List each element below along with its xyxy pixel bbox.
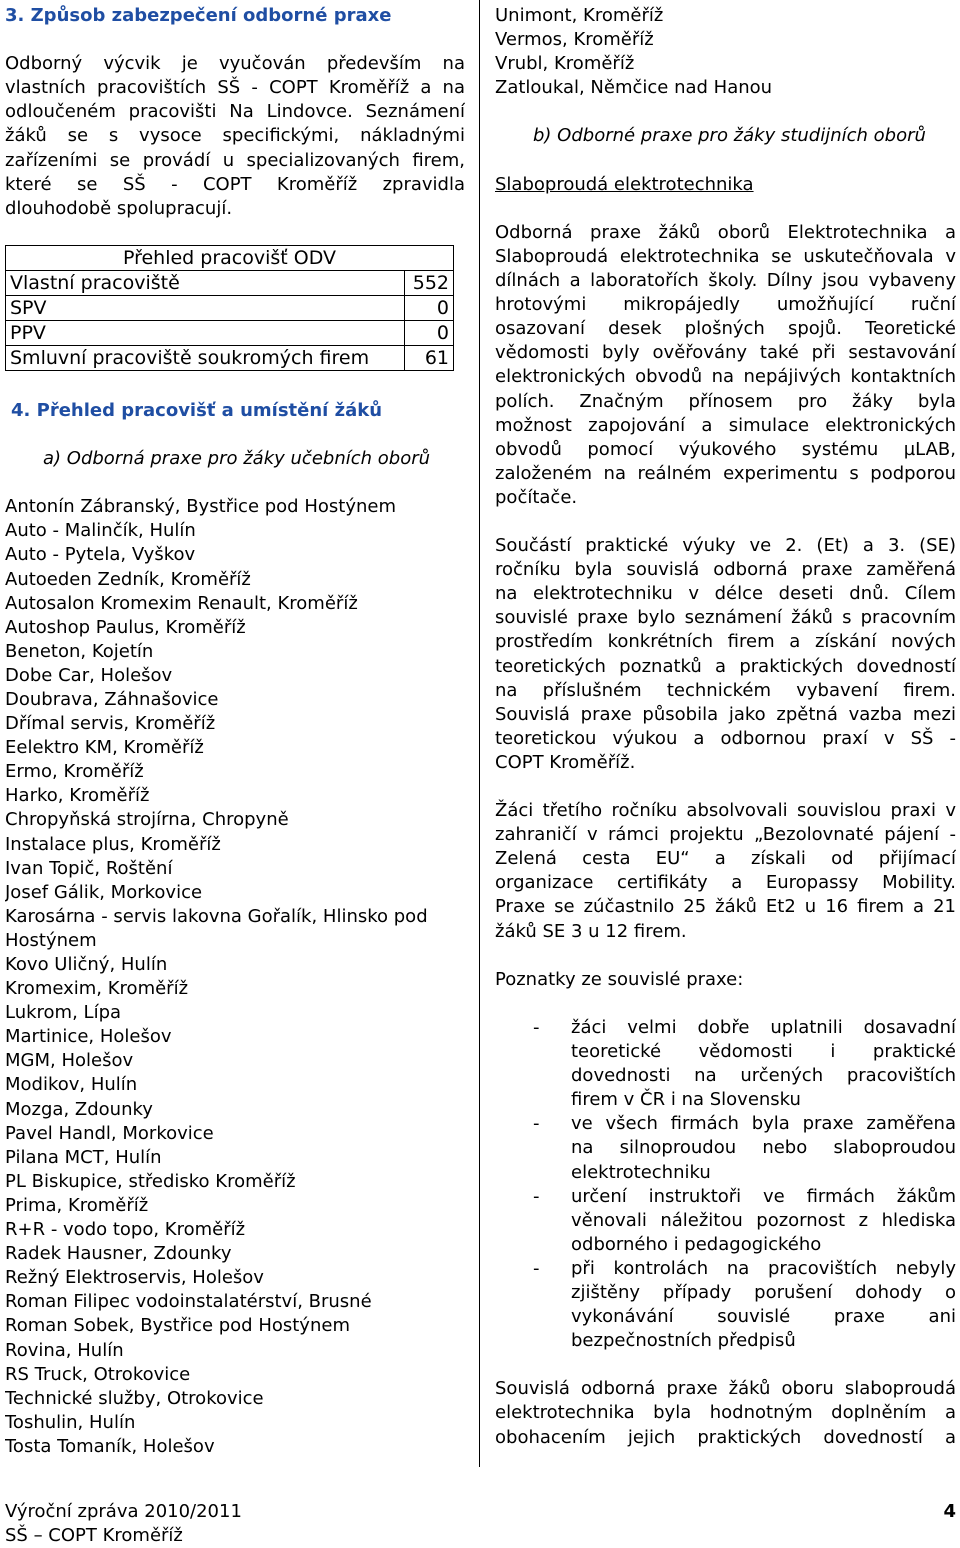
table-cell-value: 0 — [404, 320, 453, 345]
bullet-line: věnovali náležitou pozornost z hlediska — [571, 1209, 956, 1231]
table-row — [6, 320, 454, 345]
paragraph-line: obvodů pomocí výukového systému µLAB, — [495, 438, 956, 460]
paragraph-line: vědomosti byly ověřovány také při sestavování — [495, 342, 956, 364]
paragraph-line: ročníku byla souvislá odborná praxe zaměřená — [495, 559, 956, 581]
paragraph-line: osazovaní desek plošných spojů. Teoretické — [495, 318, 956, 340]
list-item: Modikov, Hulín — [5, 1074, 138, 1096]
list-item: Tosta Tomaník, Holešov — [5, 1435, 215, 1457]
paragraph-line: elektronických obvodů na nepájivých kontaktních — [495, 366, 956, 388]
paragraph-line: na příslušném technickém vybavení firem. — [495, 679, 956, 701]
list-item: Doubrava, Záhnašovice — [5, 688, 219, 710]
list-item: Autoshop Paulus, Kroměříž — [5, 616, 246, 638]
paragraph-line: dílnách a laboratořích školy. Dílny jsou vybaveny — [495, 270, 956, 292]
right-column — [495, 0, 956, 1450]
list-item: Roman Filipec vodoinstalatérství, Brusné — [5, 1291, 372, 1313]
table-cell-label: PPV — [6, 320, 405, 345]
paragraph-3 — [495, 799, 956, 944]
paragraph-line: Souvislá praxe působila jako zpětná vazba mezi — [495, 703, 956, 725]
paragraph-line: které se SŠ - COPT Kroměříž zpravidla — [5, 173, 465, 195]
bullet-line: žáci velmi dobře uplatnili dosavadní — [571, 1016, 956, 1038]
table-caption: Přehled pracovišť ODV — [6, 245, 454, 270]
bullet-dash: - — [533, 1257, 540, 1279]
firm-list-continued — [495, 4, 956, 100]
paragraph-line: založeném na reálném experimentu s podporou — [495, 462, 956, 484]
list-item: Mozga, Zdounky — [5, 1098, 153, 1120]
bullet-dash: - — [533, 1185, 540, 1207]
list-item: Antonín Zábranský, Bystřice pod Hostýnem — [5, 496, 396, 518]
bullet-line: ve všech firmách byla praxe zaměřena — [571, 1113, 956, 1135]
list-item: Režný Elektroservis, Holešov — [5, 1267, 264, 1289]
list-item: Kovo Uličný, Hulín — [5, 954, 168, 975]
list-item: Josef Gálik, Morkovice — [5, 881, 203, 903]
bullet-line: bezpečnostních předpisů — [571, 1330, 796, 1352]
column-divider — [479, 0, 480, 1467]
paragraph-line: odloučeném pracovišti Na Lindovce. Seznámení — [5, 101, 465, 123]
bullet-line: vykonávání souvislé praxe ani — [571, 1306, 956, 1328]
list-item: Pavel Handl, Morkovice — [5, 1122, 214, 1144]
list-item: R+R - vodo topo, Kroměříž — [5, 1219, 246, 1241]
paragraph-line: zahraničí v rámci projektu „Bezolovnaté pájení - — [495, 824, 956, 846]
list-item: Autoeden Zedník, Kroměříž — [5, 568, 251, 590]
bullet-line: na silnoproudou nebo slaboproudou — [571, 1137, 956, 1159]
findings-title: Poznatky ze souvislé praxe: — [495, 968, 744, 990]
paragraph-line: Slaboproudá elektrotechnika se uskutečňovala v — [495, 245, 956, 267]
page-footer — [5, 1500, 956, 1548]
table-cell-label: Smluvní pracoviště soukromých firem — [6, 345, 405, 370]
list-item: Autosalon Kromexim Renault, Kroměříž — [5, 592, 358, 614]
page-number: 4 — [943, 1501, 956, 1522]
paragraph-line: Odborný výcvik je vyučován především na — [5, 53, 465, 75]
odv-table — [5, 245, 454, 371]
table-cell-label: SPV — [6, 295, 405, 320]
subheading-b: b) Odborné praxe pro žáky studijních oborů — [533, 125, 926, 147]
paragraph-line: teoretickou výukou a odbornou praxí v SŠ - — [495, 727, 956, 749]
paragraph-line: Zelená cesta EU“ a získali od přijímací — [495, 848, 956, 870]
bullet-line: odborného i pedagogického — [571, 1233, 822, 1255]
list-item: Beneton, Kojetín — [5, 640, 154, 662]
list-item: Roman Sobek, Bystřice pod Hostýnem — [5, 1315, 350, 1337]
list-item: Martinice, Holešov — [5, 1026, 172, 1048]
bullet-line: elektrotechniku — [571, 1161, 711, 1183]
footer-school: SŠ – COPT Kroměříž — [5, 1525, 183, 1547]
list-item: Vermos, Kroměříž — [495, 29, 654, 51]
list-item: Karosárna - servis lakovna Gořalík, Hlinsko pod — [5, 905, 428, 927]
paragraph-line: vlastních pracovištích SŠ - COPT Kroměříž a na — [5, 77, 465, 99]
paragraph-line: dlouhodobě spolupracují. — [5, 197, 233, 219]
table-cell-value: 552 — [404, 270, 453, 295]
paragraph-line: Žáci třetího ročníku absolvovali souvislou praxi v — [495, 800, 956, 822]
list-item — [495, 1257, 956, 1353]
paragraph-line: teoretických poznatků a praktických dovedností — [495, 655, 956, 677]
findings-list — [495, 1016, 956, 1353]
section-3-heading: 3. Způsob zabezpečení odborné praxe — [5, 5, 392, 26]
bullet-dash: - — [533, 1113, 540, 1135]
bullet-line: dovednosti na určených pracovištích — [571, 1065, 956, 1087]
bullet-line: při kontrolách na pracovištích nebyly — [571, 1257, 956, 1279]
list-item: Toshulin, Hulín — [5, 1411, 136, 1433]
list-item: Unimont, Kroměříž — [495, 5, 664, 26]
list-item: Auto - Malinčík, Hulín — [5, 520, 196, 542]
table-cell-value: 61 — [404, 345, 453, 370]
section-3-paragraph — [5, 52, 465, 221]
bullet-line: teoretické vědomosti i praktické — [571, 1041, 956, 1063]
table-row — [6, 295, 454, 320]
subheading-a: a) Odborná praxe pro žáky učebních oborů — [43, 448, 431, 470]
paragraph-1 — [495, 221, 956, 510]
paragraph-line: souvislé praxe bylo seznámení žáků s pracovním — [495, 607, 956, 629]
paragraph-4 — [495, 1377, 956, 1449]
list-item: PL Biskupice, středisko Kroměříž — [5, 1170, 296, 1192]
table-cell-value: 0 — [404, 295, 453, 320]
list-item — [495, 1016, 956, 1112]
table-row — [6, 345, 454, 370]
paragraph-line: žáků se s vysoce specifickými, nákladnými — [5, 125, 465, 147]
paragraph-line: žáků SE 3 u 12 firem. — [495, 920, 687, 942]
paragraph-line: organizace certifikáty a Europassy Mobility. — [495, 872, 956, 894]
paragraph-line: možnost zapojování a simulace elektronických — [495, 414, 956, 436]
field-title: Slaboproudá elektrotechnika — [495, 173, 754, 195]
list-item: Vrubl, Kroměříž — [495, 53, 635, 75]
bullet-line: zjištěny případy porušení dohody o — [571, 1281, 956, 1303]
list-item: Dřímal servis, Kroměříž — [5, 713, 216, 735]
paragraph-line: Souvislá odborná praxe žáků oboru slaboproudá — [495, 1378, 956, 1400]
list-item: Rovina, Hulín — [5, 1339, 124, 1361]
bullet-line: určení instruktoři ve firmách žákům — [571, 1185, 956, 1207]
paragraph-line: na elektrotechniku v délce deseti dnů. Cílem — [495, 583, 956, 605]
table-row — [6, 270, 454, 295]
paragraph-line: elektrotechnika byla hodnotným doplněním a — [495, 1402, 956, 1424]
list-item: Instalace plus, Kroměříž — [5, 833, 221, 855]
bullet-dash: - — [533, 1016, 540, 1038]
paragraph-line: obohacením jejich praktických dovedností a — [495, 1426, 956, 1448]
table-cell-label: Vlastní pracoviště — [6, 270, 405, 295]
left-column — [5, 0, 465, 1459]
list-item: Kromexim, Kroměříž — [5, 978, 189, 1000]
list-item: MGM, Holešov — [5, 1050, 134, 1072]
list-item: Auto - Pytela, Vyškov — [5, 544, 196, 566]
firm-list — [5, 495, 465, 1459]
paragraph-line: polích. Značným přínosem pro žáky byla — [495, 390, 956, 412]
bullet-line: firem v ČR i na Slovensku — [571, 1089, 801, 1111]
list-item: Radek Hausner, Zdounky — [5, 1243, 232, 1265]
paragraph-line: Praxe se zúčastnilo 25 žáků Et2 u 16 firem a 21 — [495, 896, 956, 918]
list-item: Pilana MCT, Hulín — [5, 1146, 162, 1168]
paragraph-line: Součástí praktické výuky ve 2. (Et) a 3. (SE) — [495, 535, 956, 557]
list-item: Chropyňská strojírna, Chropyně — [5, 809, 289, 831]
list-item: Eelektro KM, Kroměříž — [5, 737, 204, 759]
list-item: Ermo, Kroměříž — [5, 761, 144, 783]
paragraph-line: prostředím konkrétních firem a získání nových — [495, 631, 956, 653]
list-item: Dobe Car, Holešov — [5, 664, 173, 686]
list-item: Zatloukal, Němčice nad Hanou — [495, 77, 773, 99]
list-item: Ivan Topič, Roštění — [5, 857, 173, 879]
paragraph-line: zařízeními se provádí u specializovaných firem, — [5, 149, 465, 171]
footer-report-title: Výroční zpráva 2010/2011 — [5, 1501, 242, 1522]
list-item — [495, 1112, 956, 1184]
paragraph-line: Odborná praxe žáků oborů Elektrotechnika a — [495, 221, 956, 243]
paragraph-2 — [495, 534, 956, 775]
list-item: Harko, Kroměříž — [5, 785, 150, 807]
list-item: RS Truck, Otrokovice — [5, 1363, 191, 1385]
section-4-heading: 4. Přehled pracovišť a umístění žáků — [11, 399, 383, 421]
list-item — [495, 1185, 956, 1257]
paragraph-line: hrotovými mikropájedly umožňující ruční — [495, 294, 956, 316]
list-item: Lukrom, Lípa — [5, 1002, 122, 1024]
list-item: Hostýnem — [5, 929, 97, 951]
paragraph-line: COPT Kroměříž. — [495, 751, 636, 773]
paragraph-line: počítače. — [495, 486, 578, 508]
list-item: Technické služby, Otrokovice — [5, 1387, 264, 1409]
list-item: Prima, Kroměříž — [5, 1194, 149, 1216]
